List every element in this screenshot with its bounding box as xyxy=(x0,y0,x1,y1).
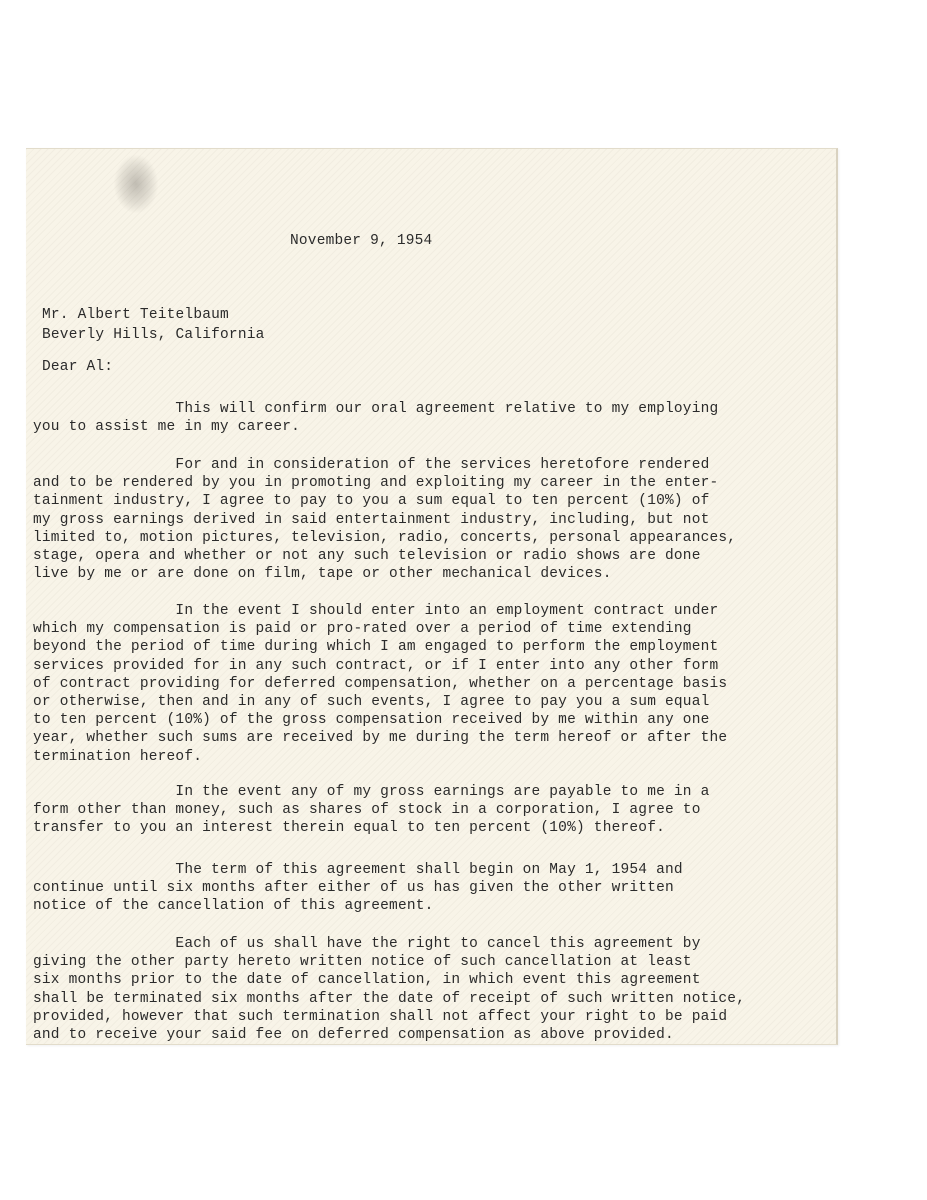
paragraph-6 xyxy=(33,935,745,1044)
paragraph-2 xyxy=(33,456,736,583)
text-line: to ten percent (10%) of the gross compensation received by me within any one xyxy=(33,712,710,729)
text-line: provided, however that such termination shall not affect your right to be paid xyxy=(33,1008,728,1025)
text-line: live by me or are done on film, tape or other mechanical devices. xyxy=(33,566,612,583)
letter-date: November 9, 1954 xyxy=(290,233,433,249)
text-line: For and in consideration of the services heretofore rendered xyxy=(33,457,710,473)
text-line: tainment industry, I agree to pay to you a sum equal to ten percent (10%) of xyxy=(33,493,710,510)
paragraph-5 xyxy=(33,861,683,916)
ink-smudge xyxy=(114,155,158,213)
text-line: my gross earnings derived in said entertainment industry, including, but not xyxy=(33,511,710,528)
text-line: In the event I should enter into an employment contract under xyxy=(33,603,719,619)
recipient-name: Mr. Albert Teitelbaum xyxy=(42,307,229,323)
text-line: limited to, motion pictures, television, radio, concerts, personal appearances, xyxy=(33,529,737,546)
text-line: and to receive your said fee on deferred compensation as above provided. xyxy=(33,1027,674,1044)
text-line: and to be rendered by you in promoting and exploiting my career in the enter- xyxy=(33,475,719,492)
text-line: six months prior to the date of cancellation, in which event this agreement xyxy=(33,972,701,989)
text-line: transfer to you an interest therein equal to ten percent (10%) thereof. xyxy=(33,820,666,837)
typewritten-letter xyxy=(26,148,838,1045)
text-line: shall be terminated six months after the date of receipt of such written notice, xyxy=(33,990,746,1007)
text-line: notice of the cancellation of this agreement. xyxy=(33,898,434,915)
text-line: form other than money, such as shares of stock in a corporation, I agree to xyxy=(33,802,701,819)
text-line: services provided for in any such contract, or if I enter into any other form xyxy=(33,657,719,674)
text-line: you to assist me in my career. xyxy=(33,419,301,436)
text-line: of contract providing for deferred compensation, whether on a percentage basis xyxy=(33,675,728,692)
text-line: termination hereof. xyxy=(33,748,203,765)
paragraph-3 xyxy=(33,602,727,766)
recipient-address xyxy=(42,305,265,345)
paragraph-4 xyxy=(33,783,710,838)
text-line: stage, opera and whether or not any such television or radio shows are done xyxy=(33,548,701,565)
text-line: In the event any of my gross earnings are payable to me in a xyxy=(33,784,710,800)
text-line: This will confirm our oral agreement relative to my employing xyxy=(33,401,719,417)
text-line: or otherwise, then and in any of such events, I agree to pay you a sum equal xyxy=(33,694,710,711)
text-line: Each of us shall have the right to cancel this agreement by xyxy=(33,936,701,952)
text-line: year, whether such sums are received by me during the term hereof or after the xyxy=(33,730,728,747)
salutation: Dear Al: xyxy=(42,359,114,375)
text-line: The term of this agreement shall begin on May 1, 1954 and xyxy=(33,862,683,878)
recipient-location: Beverly Hills, California xyxy=(42,327,265,343)
text-line: continue until six months after either of us has given the other written xyxy=(33,880,674,897)
text-line: beyond the period of time during which I am engaged to perform the employment xyxy=(33,639,719,656)
text-line: giving the other party hereto written notice of such cancellation at least xyxy=(33,954,692,971)
text-line: which my compensation is paid or pro-rated over a period of time extending xyxy=(33,621,692,638)
paragraph-1 xyxy=(33,400,718,436)
